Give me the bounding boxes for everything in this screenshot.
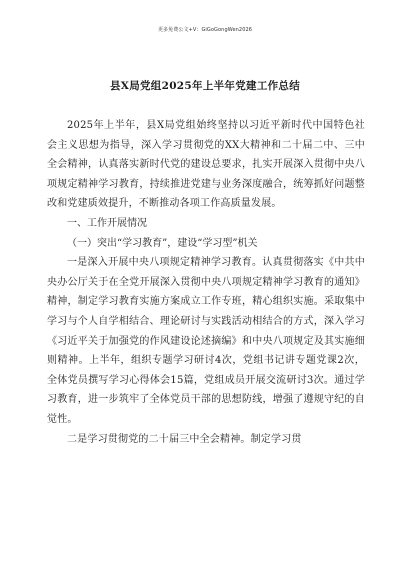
document-title: 县X局党组2025年上半年党建工作总结	[109, 80, 301, 92]
body-paragraph-cut: 二是学习贯彻党的二十届三中全会精神。制定学习贯	[67, 433, 302, 445]
body-paragraph: 一是深入开展中央八项规定精神学习教育。认真贯彻落实《中共中央办公厅关于在全党开展深入贯彻中央八项规定精神学习教育的通知》精神，制定学习教育实施方案成立工作专班，精心组织实施。采取集中学习与个人自学相结合、理论研讨与实践活动相结合的方式，深入学习《习近平关于加强党的作风建设论述摘编》和中央八项规定及其实施细则精神。上半年，组织专题学习研讨4次，党组书记讲专题党课2次，全体党员撰写学习心得体会15篇，党组成员开展交流研讨3次。通过学习教育，进一步筑牢了全体党员干部的思想防线，增强了遵规守纪的自觉性。	[47, 257, 365, 425]
subsection-heading: （一）突出“学习教育”，建设“学习型”机关	[67, 237, 258, 249]
document-body	[47, 116, 365, 449]
section-heading: 一、工作开展情况	[67, 217, 147, 229]
top-note: 更多免费公文+V：GiGoGongWen2026	[157, 27, 253, 33]
intro-paragraph: 2025年上半年，县X局党组始终坚持以习近平新时代中国特色社会主义思想为指导，深入学习贯彻党的XX大精神和二十届二中、三中全会精神，认真落实新时代党的建设总要求，扎实开展深入贯彻中央八项规定精神学习教育，持续推进党建与业务深度融合，统筹抓好问题整改和党建质效提升，不断推动各项工作高质量发展。	[47, 120, 365, 210]
